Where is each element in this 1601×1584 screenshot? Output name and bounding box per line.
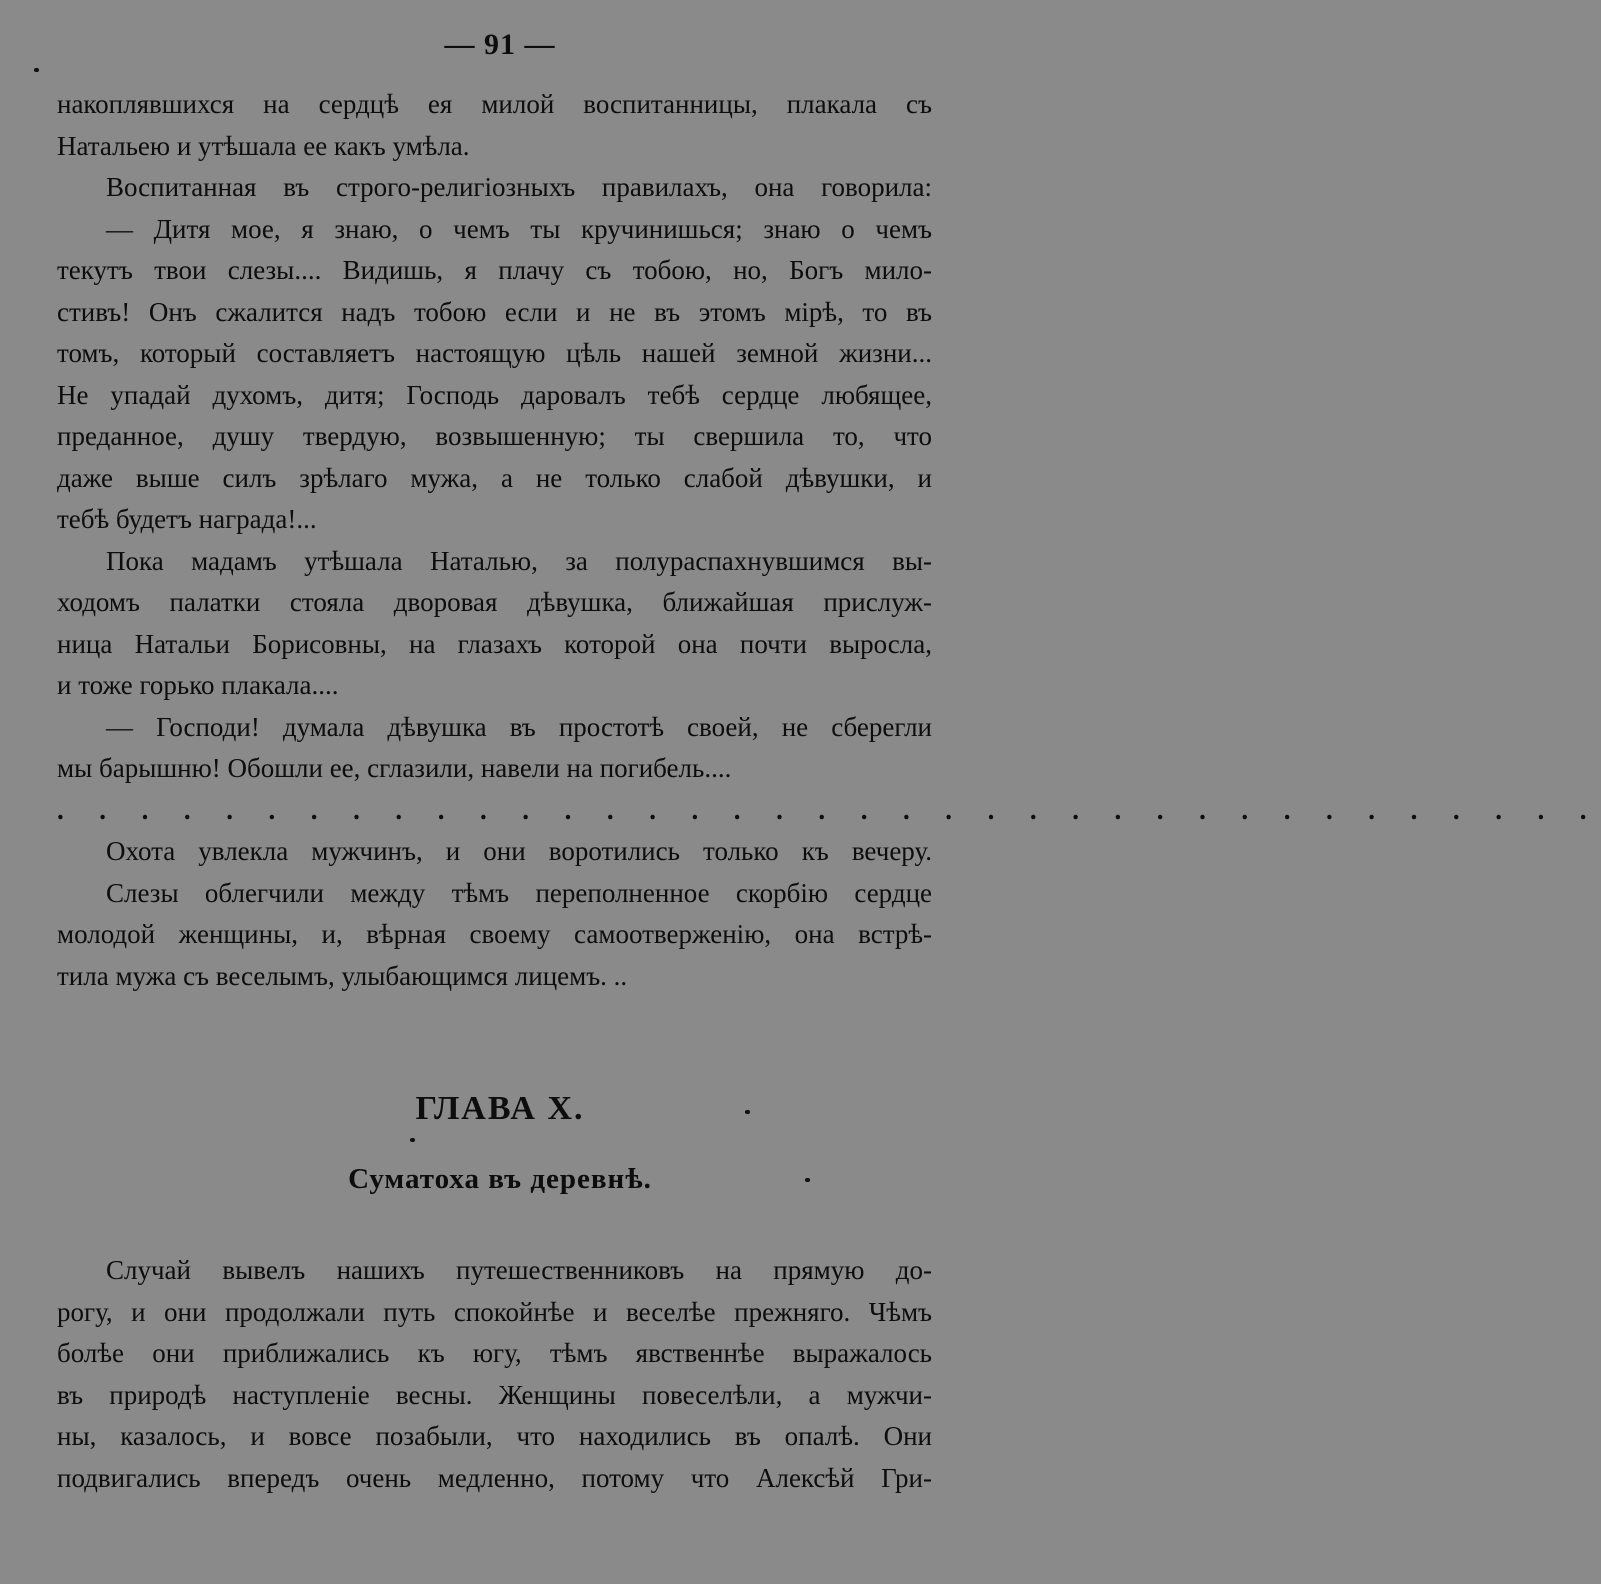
chapter-title: ГЛАВА X.: [415, 1090, 585, 1127]
text-line: молодой женщины, и, вѣрная своему самоотверженію, она встрѣ-: [57, 919, 932, 949]
text-line: Пока мадамъ утѣшала Наталью, за полураспахнувшимся вы-: [106, 545, 932, 576]
print-speck: [745, 1110, 750, 1114]
text-block-lower: [57, 1250, 932, 1499]
text-line: накоплявшихся на сердцѣ ея милой воспитанницы, плакала съ: [57, 89, 932, 119]
text-line: Воспитанная въ строго-религіозныхъ правилахъ, она говорила:: [106, 172, 932, 202]
text-line: и тоже горько плакала....: [57, 670, 339, 700]
text-line: текутъ твои слезы.... Видишь, я плачу съ тобою, но, Богъ мило-: [57, 255, 932, 285]
text-line: томъ, который составляетъ настоящую цѣль нашей земной жизни...: [57, 338, 932, 368]
print-speck: [410, 1138, 415, 1142]
text-line: Не упадай духомъ, дитя; Господь даровалъ тебѣ сердце любящее,: [57, 379, 932, 410]
text-line: болѣе они приближались къ югу, тѣмъ явственнѣе выражалось: [57, 1338, 932, 1368]
text-line: Случай вывелъ нашихъ путешественниковъ на прямую до-: [106, 1255, 932, 1285]
text-line: стивъ! Онъ сжалится надъ тобою если и не въ этомъ мірѣ, то въ: [57, 296, 932, 327]
text-line: ница Натальи Борисовны, на глазахъ которой она почти выросла,: [57, 628, 932, 659]
text-line: — Господи! думала дѣвушка въ простотѣ своей, не сберегли: [106, 711, 932, 742]
text-line: тила мужа съ веселымъ, улыбающимся лицемъ. ..: [57, 960, 628, 991]
text-line: въ природѣ наступленіе весны. Женщины повеселѣли, а мужчи-: [57, 1379, 932, 1410]
text-line: ны, казалось, и вовсе позабыли, что находились въ опалѣ. Они: [57, 1421, 932, 1451]
text-line: мы барышню! Обошли ее, сглазили, навели на погибель....: [57, 753, 732, 783]
text-line: Натальею и утѣшала ее какъ умѣла.: [57, 130, 470, 161]
text-line: подвигались впередъ очень медленно, потому что Алексѣй Гри-: [57, 1462, 932, 1493]
text-line: рогу, и они продолжали путь спокойнѣе и веселѣе прежняго. Чѣмъ: [57, 1296, 932, 1327]
text-line: тебѣ будетъ награда!...: [57, 504, 317, 534]
text-line: Слезы облегчили между тѣмъ переполненное скорбію сердце: [106, 877, 932, 908]
text-line: — Дитя мое, я знаю, о чемъ ты кручинишься; знаю о чемъ: [106, 213, 932, 244]
page-number: — 91 —: [444, 28, 556, 61]
text-line: Охота увлекла мужчинъ, и они воротились только къ вечеру.: [106, 836, 932, 866]
print-speck: [805, 1178, 810, 1182]
print-speck: [34, 68, 39, 72]
chapter-subtitle: Суматоха въ деревнѣ.: [348, 1163, 652, 1195]
text-line: ходомъ палатки стояла дворовая дѣвушка, ближайшая прислуж-: [57, 587, 932, 617]
text-line: даже выше силъ зрѣлаго мужа, а не только слабой дѣвушки, и: [57, 462, 932, 493]
dotted-separator: . . . . . . . . . . . . . . . . . . . . . . . . . . . . . . . . . . . . .: [57, 794, 1601, 825]
text-line: преданное, душу твердую, возвышенную; ты свершила то, что: [57, 421, 932, 451]
text-block-upper: [57, 84, 1601, 997]
